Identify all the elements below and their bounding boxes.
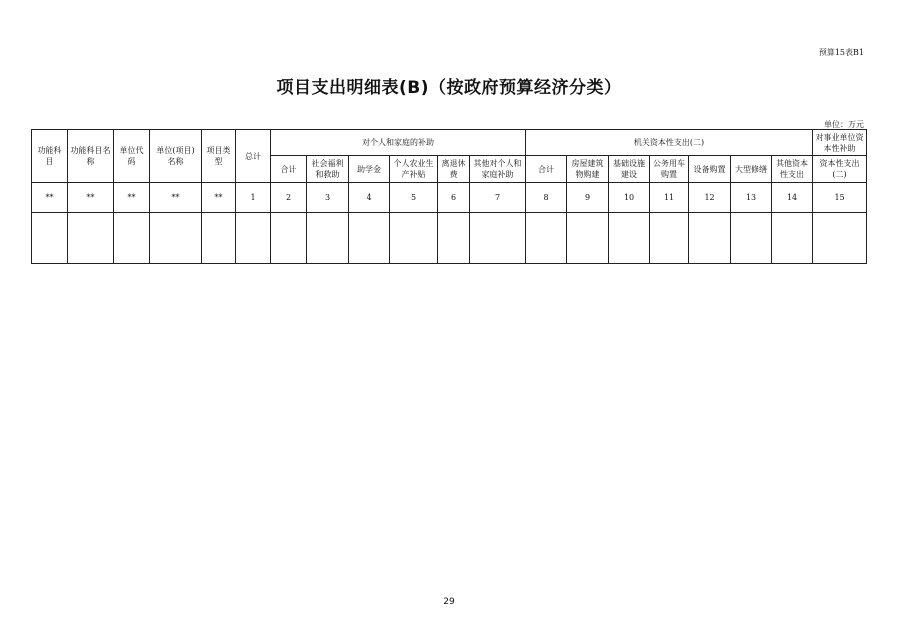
index-cell: 7 [470, 183, 526, 213]
header-agri-subsidy: 个人农业生产补贴 [390, 156, 438, 183]
header-group-subsidy: 对事业单位资本性补助 [813, 130, 867, 156]
header-row-1 [32, 130, 867, 156]
form-code: 预算15表B1 [818, 48, 864, 57]
header-unit-project-name: 单位(项目) 名称 [150, 130, 202, 183]
index-cell: 3 [307, 183, 349, 213]
header-function-name: 功能科目名称 [68, 130, 114, 183]
header-project-type: 项目类型 [202, 130, 236, 183]
header-function-code: 功能科目 [32, 130, 68, 183]
unit-label: 单位：万元 [824, 120, 864, 129]
header-total: 总计 [236, 130, 271, 183]
index-cell: 2 [271, 183, 307, 213]
empty-cell [609, 213, 650, 264]
header-capital-subtotal: 合计 [526, 156, 567, 183]
index-cell: ** [114, 183, 150, 213]
index-cell: 13 [731, 183, 772, 213]
header-scholarship: 助学金 [349, 156, 390, 183]
index-cell: 15 [813, 183, 867, 213]
index-cell: 6 [438, 183, 470, 213]
empty-cell [150, 213, 202, 264]
index-cell: 5 [390, 183, 438, 213]
page-title: 项目支出明细表(B)（按政府预算经济分类） [276, 78, 622, 98]
index-cell: 9 [567, 183, 609, 213]
index-cell: ** [32, 183, 68, 213]
header-unit-code: 单位代码 [114, 130, 150, 183]
empty-data-row [32, 213, 867, 264]
index-cell: ** [150, 183, 202, 213]
empty-cell [236, 213, 271, 264]
empty-cell [470, 213, 526, 264]
header-other-personal: 其他对个人和家庭补助 [470, 156, 526, 183]
header-repair: 大型修缮 [731, 156, 772, 183]
index-cell: ** [68, 183, 114, 213]
empty-cell [271, 213, 307, 264]
header-group-capital: 机关资本性支出(二) [526, 130, 813, 156]
empty-cell [526, 213, 567, 264]
index-cell: 12 [689, 183, 731, 213]
index-cell: 8 [526, 183, 567, 213]
empty-cell [390, 213, 438, 264]
index-cell: ** [202, 183, 236, 213]
index-cell: 1 [236, 183, 271, 213]
header-group-personal: 对个人和家庭的补助 [271, 130, 526, 156]
empty-cell [32, 213, 68, 264]
empty-cell [731, 213, 772, 264]
header-social-welfare: 社会福利和救助 [307, 156, 349, 183]
empty-cell [349, 213, 390, 264]
index-cell: 4 [349, 183, 390, 213]
empty-cell [114, 213, 150, 264]
budget-table [31, 129, 867, 264]
header-personal-subtotal: 合计 [271, 156, 307, 183]
empty-cell [650, 213, 689, 264]
empty-cell [68, 213, 114, 264]
header-retirement: 离退休费 [438, 156, 470, 183]
empty-cell [689, 213, 731, 264]
index-cell: 11 [650, 183, 689, 213]
empty-cell [438, 213, 470, 264]
header-vehicle: 公务用车购置 [650, 156, 689, 183]
index-row [32, 183, 867, 213]
index-cell: 10 [609, 183, 650, 213]
header-infrastructure: 基础设施建设 [609, 156, 650, 183]
empty-cell [567, 213, 609, 264]
header-capital-exp-2: 资本性支出(二) [813, 156, 867, 183]
empty-cell [307, 213, 349, 264]
empty-cell [772, 213, 813, 264]
empty-cell [813, 213, 867, 264]
header-equipment: 设备购置 [689, 156, 731, 183]
page-number: 29 [443, 597, 455, 607]
header-building: 房屋建筑物购建 [567, 156, 609, 183]
header-other-capital: 其他资本性支出 [772, 156, 813, 183]
index-cell: 14 [772, 183, 813, 213]
empty-cell [202, 213, 236, 264]
